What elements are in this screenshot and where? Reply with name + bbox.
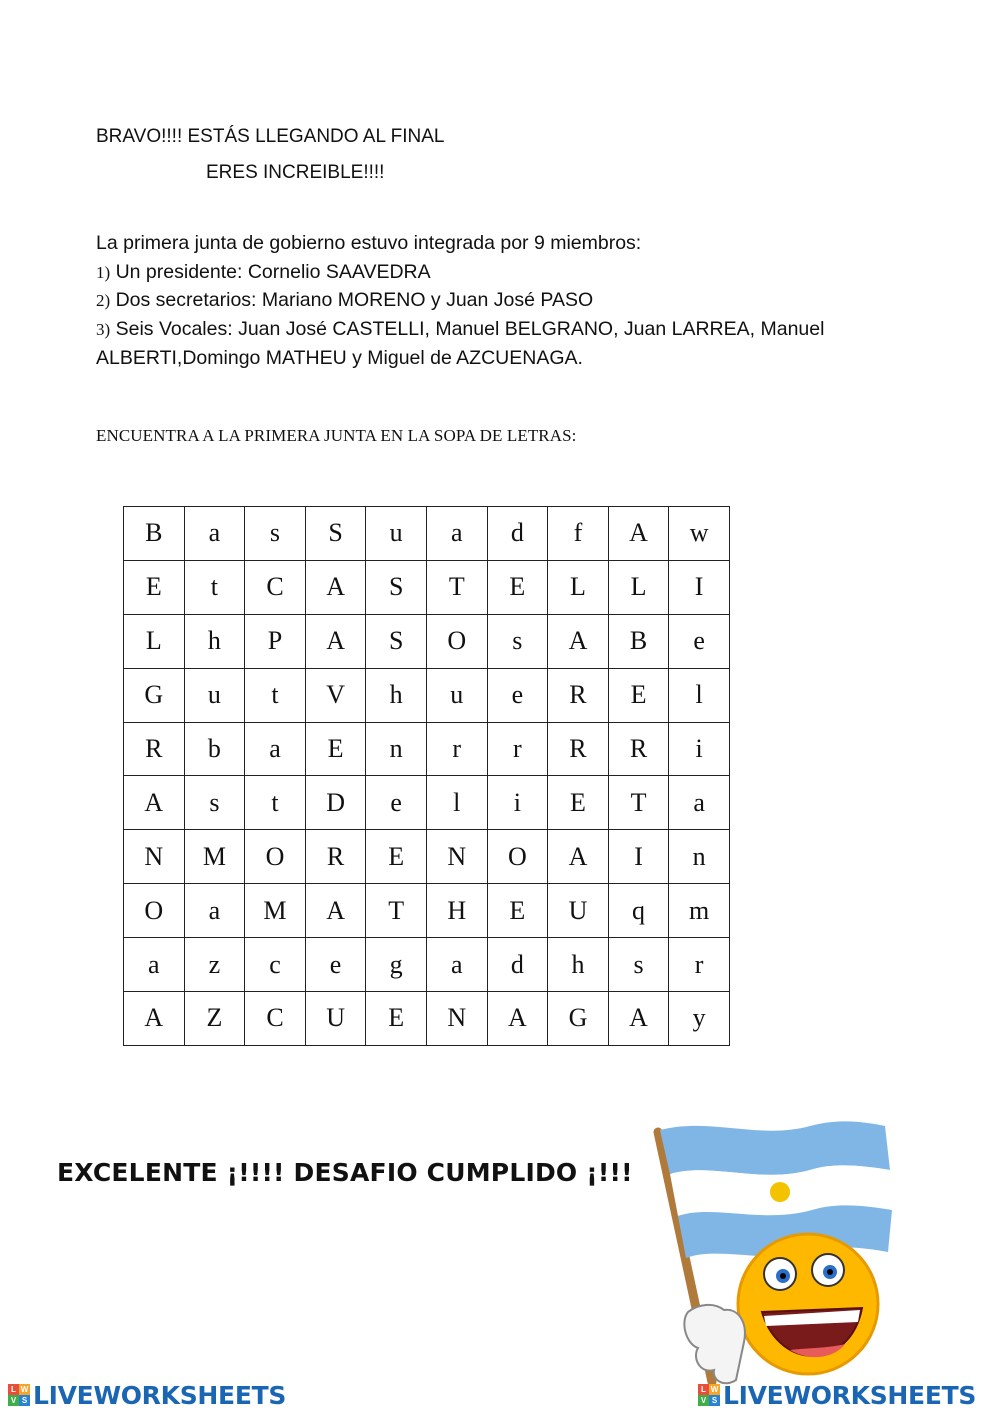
word-search-cell[interactable]: z <box>184 938 245 992</box>
closing-banner: EXCELENTE ¡!!!! DESAFIO CUMPLIDO ¡!!! <box>57 1158 633 1187</box>
word-search-cell[interactable]: L <box>124 614 185 668</box>
word-search-cell[interactable]: Z <box>184 992 245 1046</box>
member-line-number: 2) <box>96 291 111 310</box>
word-search-cell[interactable]: M <box>184 830 245 884</box>
word-search-cell[interactable]: T <box>366 884 427 938</box>
word-search-cell[interactable]: t <box>245 668 306 722</box>
word-search-row <box>124 938 730 992</box>
member-line-text: Un presidente: Cornelio SAAVEDRA <box>110 261 431 283</box>
word-search-cell[interactable]: n <box>366 722 427 776</box>
word-search-cell[interactable]: H <box>426 884 487 938</box>
member-line-text: Dos secretarios: Mariano MORENO y Juan José PASO <box>110 289 594 311</box>
word-search-cell[interactable]: a <box>124 938 185 992</box>
word-search-cell[interactable]: A <box>305 884 366 938</box>
word-search-cell[interactable]: a <box>184 507 245 561</box>
word-search-cell[interactable]: h <box>366 668 427 722</box>
word-search-grid <box>123 506 730 1046</box>
word-search-cell[interactable]: L <box>548 560 609 614</box>
word-search-cell[interactable]: O <box>124 884 185 938</box>
word-search-cell[interactable]: B <box>608 614 669 668</box>
word-search-cell[interactable]: A <box>608 507 669 561</box>
word-search-cell[interactable]: E <box>487 560 548 614</box>
word-search-cell[interactable]: l <box>669 668 730 722</box>
word-search-cell[interactable]: A <box>305 614 366 668</box>
word-search-cell[interactable]: R <box>124 722 185 776</box>
word-search-cell[interactable]: T <box>608 776 669 830</box>
word-search-row <box>124 668 730 722</box>
member-line-3 <box>96 318 824 341</box>
word-search-cell[interactable]: t <box>184 560 245 614</box>
sun-icon <box>770 1182 790 1202</box>
word-search-cell[interactable]: O <box>245 830 306 884</box>
word-search-cell[interactable]: i <box>487 776 548 830</box>
word-search-cell[interactable]: I <box>608 830 669 884</box>
brand-logo-icon: L W V S <box>698 1384 720 1406</box>
glove-hand-icon <box>684 1305 745 1383</box>
word-search-cell[interactable]: I <box>669 560 730 614</box>
word-search-cell[interactable]: i <box>669 722 730 776</box>
brand-logo-right <box>698 1380 976 1410</box>
smiley-emoji-icon <box>738 1234 878 1374</box>
word-search-cell[interactable]: a <box>426 938 487 992</box>
word-search-cell[interactable]: C <box>245 992 306 1046</box>
brand-logo-left <box>8 1380 286 1410</box>
word-search-cell[interactable]: d <box>487 507 548 561</box>
header-line-1: BRAVO!!!! ESTÁS LLEGANDO AL FINAL <box>96 126 445 147</box>
word-search-cell[interactable]: d <box>487 938 548 992</box>
word-search-cell[interactable]: A <box>305 560 366 614</box>
word-search-cell[interactable]: b <box>184 722 245 776</box>
word-search-cell[interactable]: N <box>124 830 185 884</box>
member-line-number: 1) <box>96 263 111 282</box>
word-search-cell[interactable]: A <box>124 992 185 1046</box>
brand-name: LIVEWORKSHEETS <box>33 1380 287 1410</box>
word-search-row <box>124 722 730 776</box>
word-search-cell[interactable]: e <box>305 938 366 992</box>
word-search-cell[interactable]: R <box>305 830 366 884</box>
member-line-number: 3) <box>96 320 111 339</box>
word-search-cell[interactable]: L <box>608 560 669 614</box>
word-search-cell[interactable]: T <box>426 560 487 614</box>
word-search-cell[interactable]: U <box>305 992 366 1046</box>
word-search-cell[interactable]: E <box>366 830 427 884</box>
word-search-cell[interactable]: y <box>669 992 730 1046</box>
word-search-cell[interactable]: r <box>426 722 487 776</box>
word-search-cell[interactable]: C <box>245 560 306 614</box>
word-search-cell[interactable]: u <box>426 668 487 722</box>
word-search-cell[interactable]: M <box>245 884 306 938</box>
word-search-cell[interactable]: S <box>366 614 427 668</box>
word-search-cell[interactable]: s <box>184 776 245 830</box>
word-search-cell[interactable]: G <box>124 668 185 722</box>
word-search-cell[interactable]: E <box>305 722 366 776</box>
word-search-cell[interactable]: l <box>426 776 487 830</box>
word-search-cell[interactable]: A <box>487 992 548 1046</box>
word-search-cell[interactable]: a <box>426 507 487 561</box>
word-search-cell[interactable]: A <box>608 992 669 1046</box>
word-search-cell[interactable]: G <box>548 992 609 1046</box>
word-search-row <box>124 507 730 561</box>
word-search-row <box>124 992 730 1046</box>
word-search-cell[interactable]: q <box>608 884 669 938</box>
word-search-row <box>124 830 730 884</box>
word-search-cell[interactable]: u <box>184 668 245 722</box>
word-search-cell[interactable]: a <box>184 884 245 938</box>
word-search-cell[interactable]: O <box>487 830 548 884</box>
word-search-cell[interactable]: c <box>245 938 306 992</box>
instruction-text: ENCUENTRA A LA PRIMERA JUNTA EN LA SOPA DE LETRAS: <box>96 426 577 445</box>
word-search-cell[interactable]: g <box>366 938 427 992</box>
word-search-cell[interactable]: A <box>124 776 185 830</box>
word-search-cell[interactable]: r <box>669 938 730 992</box>
word-search-row <box>124 776 730 830</box>
word-search-cell[interactable]: m <box>669 884 730 938</box>
word-search-row <box>124 614 730 668</box>
word-search-cell[interactable]: h <box>548 938 609 992</box>
word-search-cell[interactable]: A <box>548 830 609 884</box>
member-line-2 <box>96 289 593 312</box>
word-search-cell[interactable]: a <box>245 722 306 776</box>
word-search-cell[interactable]: B <box>124 507 185 561</box>
word-search-cell[interactable]: P <box>245 614 306 668</box>
word-search-cell[interactable]: u <box>366 507 427 561</box>
word-search-cell[interactable]: R <box>548 668 609 722</box>
word-search-cell[interactable]: R <box>608 722 669 776</box>
word-search-cell[interactable]: D <box>305 776 366 830</box>
word-search-cell[interactable]: n <box>669 830 730 884</box>
intro-text: La primera junta de gobierno estuvo integrada por 9 miembros: <box>96 232 642 254</box>
word-search-cell[interactable]: w <box>669 507 730 561</box>
word-search-cell[interactable]: S <box>366 560 427 614</box>
member-line-1 <box>96 261 431 284</box>
word-search-cell[interactable]: N <box>426 830 487 884</box>
word-search-cell[interactable]: A <box>548 614 609 668</box>
word-search-cell[interactable]: V <box>305 668 366 722</box>
word-search-cell[interactable]: E <box>366 992 427 1046</box>
word-search-cell[interactable]: N <box>426 992 487 1046</box>
brand-name: LIVEWORKSHEETS <box>723 1380 977 1410</box>
member-line-3-continuation: ALBERTI,Domingo MATHEU y Miguel de AZCUENAGA. <box>96 347 583 369</box>
word-search-cell[interactable]: r <box>487 722 548 776</box>
word-search-cell[interactable]: t <box>245 776 306 830</box>
brand-logo-icon: L W V S <box>8 1384 30 1406</box>
word-search-cell[interactable]: e <box>487 668 548 722</box>
word-search-cell[interactable]: e <box>366 776 427 830</box>
member-line-text: Seis Vocales: Juan José CASTELLI, Manuel BELGRANO, Juan LARREA, Manuel <box>110 318 825 340</box>
argentina-flag-emoji-illustration <box>640 1112 900 1392</box>
word-search-cell[interactable]: E <box>124 560 185 614</box>
word-search-cell[interactable]: h <box>184 614 245 668</box>
argentina-flag <box>660 1121 892 1258</box>
header-line-2: ERES INCREIBLE!!!! <box>206 162 385 183</box>
word-search-cell[interactable]: O <box>426 614 487 668</box>
word-search-cell[interactable]: R <box>548 722 609 776</box>
word-search-cell[interactable]: s <box>608 938 669 992</box>
word-search-row <box>124 560 730 614</box>
word-search-row <box>124 884 730 938</box>
word-search-cell[interactable]: U <box>548 884 609 938</box>
word-search-cell[interactable]: f <box>548 507 609 561</box>
word-search-cell[interactable]: s <box>245 507 306 561</box>
word-search-cell[interactable]: s <box>487 614 548 668</box>
word-search-cell[interactable]: e <box>669 614 730 668</box>
word-search-cell[interactable]: E <box>608 668 669 722</box>
word-search-cell[interactable]: E <box>487 884 548 938</box>
word-search-cell[interactable]: E <box>548 776 609 830</box>
word-search-cell[interactable]: S <box>305 507 366 561</box>
word-search-cell[interactable]: a <box>669 776 730 830</box>
